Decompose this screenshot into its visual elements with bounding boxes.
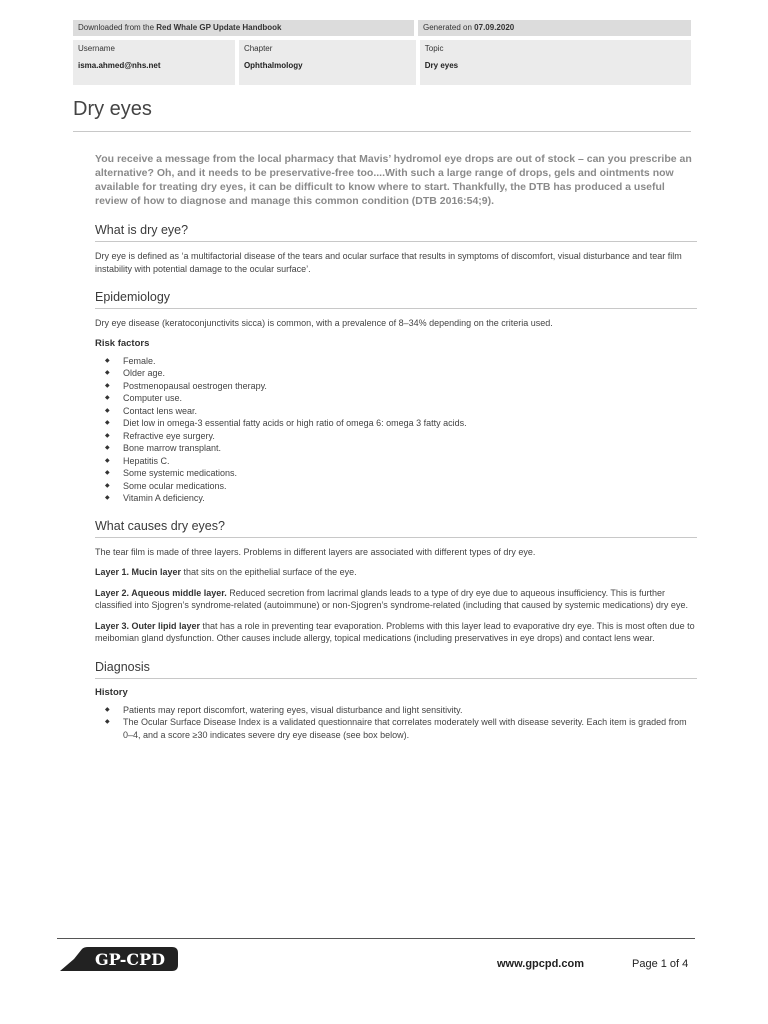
username-label: Username <box>78 44 115 53</box>
risk-factors-heading: Risk factors <box>95 337 150 349</box>
history-list <box>95 704 697 742</box>
list-item: ◆ Contact lens wear. <box>95 405 697 418</box>
main-content <box>95 152 697 741</box>
layer1-text: that sits on the epithelial surface of the eye. <box>181 567 357 577</box>
layer3-label: Layer 3. Outer lipid layer <box>95 620 201 631</box>
generated-prefix: Generated on <box>423 23 472 32</box>
chapter-value: Ophthalmology <box>243 61 303 70</box>
list-item: ◆ Patients may report discomfort, watering eyes, visual disturbance and light sensitivity. <box>95 704 697 717</box>
list-item: ◆ Refractive eye surgery. <box>95 430 697 443</box>
heading-causes: What causes dry eyes? <box>95 519 697 538</box>
list-item: ◆ Computer use. <box>95 392 697 405</box>
causes-intro: The tear film is made of three layers. Problems in different layers are associated with different types of dry eye. <box>95 546 536 557</box>
layer2-label: Layer 2. Aqueous middle layer. <box>95 587 227 598</box>
username-value: isma.ahmed@nhs.net <box>78 61 161 70</box>
what-is-text: Dry eye is defined as ‘a multifactorial disease of the tears and ocular surface that results in symptoms of discomfort, visual disturbance and tear film instability with potential damage to the ocular surface’. <box>95 251 682 274</box>
page-number: Page 1 of 4 <box>632 958 689 970</box>
layer1-label: Layer 1. Mucin layer <box>95 567 182 577</box>
heading-epidemiology: Epidemiology <box>95 290 697 309</box>
list-item: ◆ Vitamin A deficiency. <box>95 492 697 505</box>
risk-factors-list <box>95 355 697 505</box>
page-title: Dry eyes <box>73 98 152 120</box>
topic-value: Dry eyes <box>424 61 459 70</box>
generated-date-value: 07.09.2020 <box>474 23 515 32</box>
topic-cell <box>420 40 691 85</box>
layer2-text: Reduced secretion from lacrimal glands leads to a type of dry eye due to aqueous insufficiency. This is further classified into Sjogren’s syndrome-related (autoimmune) or non-Sjogren’s syndrome-related (including that caused by systemic medications) dry eye. <box>95 587 688 610</box>
epidemiology-text: Dry eye disease (keratoconjunctivits sicca) is common, with a prevalence of 8–34% depending on the criteria used. <box>95 318 553 328</box>
chapter-cell <box>239 40 416 85</box>
generated-date <box>418 20 691 36</box>
layer1-paragraph <box>95 566 697 579</box>
topic-label: Topic <box>424 44 444 53</box>
heading-diagnosis: Diagnosis <box>95 660 697 679</box>
gpcpd-logo <box>60 947 178 971</box>
list-item: ◆ Older age. <box>95 367 697 380</box>
document-header <box>73 20 691 85</box>
history-heading: History <box>95 686 128 698</box>
list-item: ◆ Hepatitis C. <box>95 455 697 468</box>
list-item: ◆ The Ocular Surface Disease Index is a validated questionnaire that correlates moderately well with disease severity. Each item is graded from 0–4, and a score ≥30 indicates severe dry eye disease (see box below). <box>95 716 697 741</box>
list-item: ◆ Female. <box>95 355 697 368</box>
intro-paragraph: You receive a message from the local pharmacy that Mavis’ hydromol eye drops are out of stock – can you prescribe an alternative? Oh, and it needs to be preservative-free too....With such a large range of drops, gels and ointments now available for treating dry eyes, it can be difficult to know where to start. Thankfully, the DTB has produced a useful review of how to diagnose and manage this common condition (DTB 2016:54;9). <box>95 153 692 207</box>
list-item: ◆ Some ocular medications. <box>95 480 697 493</box>
logo-text: GP-CPD <box>94 950 166 969</box>
layer3-text: that has a role in preventing tear evaporation. Problems with this layer lead to evaporative dry eye. This is most often due to meibomian gland dysfunction. Other causes include allergy, topical medications (including preservatives in eye drops) and contact lens wear. <box>95 620 695 643</box>
layer2-paragraph <box>95 587 697 612</box>
chapter-label: Chapter <box>243 44 273 53</box>
download-source <box>73 20 414 36</box>
list-item: ◆ Diet low in omega-3 essential fatty acids or high ratio of omega 6: omega 3 fatty acids. <box>95 417 697 430</box>
handbook-name: Red Whale GP Update Handbook <box>156 23 282 32</box>
footer-divider <box>57 938 695 939</box>
footer-url[interactable]: www.gpcpd.com <box>497 958 584 970</box>
layer3-paragraph <box>95 620 697 645</box>
heading-what-is: What is dry eye? <box>95 223 697 242</box>
list-item: ◆ Some systemic medications. <box>95 467 697 480</box>
list-item: ◆ Bone marrow transplant. <box>95 442 697 455</box>
username-cell <box>73 40 235 85</box>
download-prefix: Downloaded from the <box>78 23 155 32</box>
list-item: ◆ Postmenopausal oestrogen therapy. <box>95 380 697 393</box>
title-divider <box>73 131 691 132</box>
